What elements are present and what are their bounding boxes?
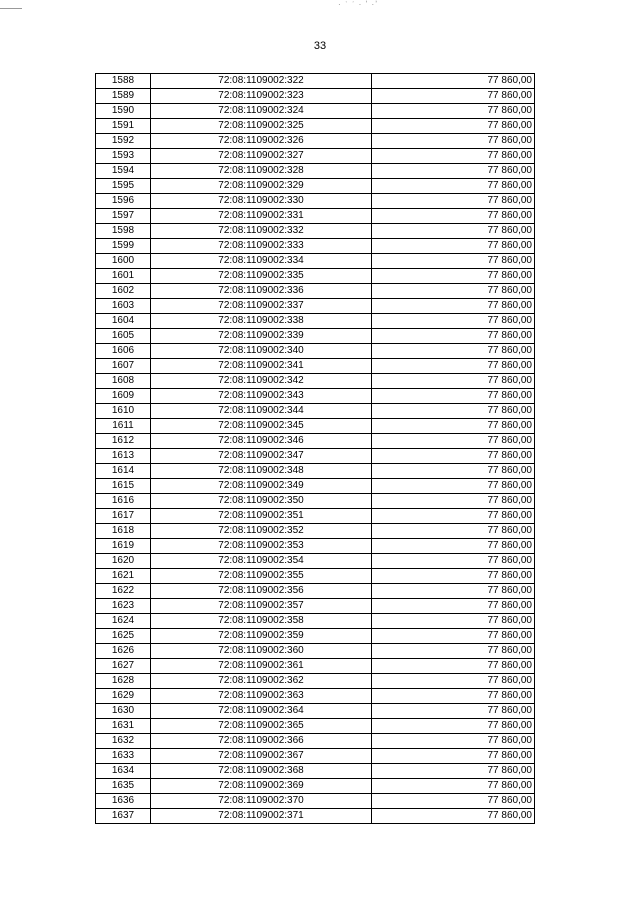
row-number-cell: 1630 bbox=[96, 704, 151, 719]
value-cell: 77 860,00 bbox=[372, 689, 535, 704]
table-row bbox=[96, 509, 535, 524]
row-number-cell: 1588 bbox=[96, 74, 151, 89]
table-row bbox=[96, 434, 535, 449]
table-row bbox=[96, 149, 535, 164]
cadastral-number-cell: 72:08:1109002:342 bbox=[151, 374, 372, 389]
value-cell: 77 860,00 bbox=[372, 329, 535, 344]
value-cell: 77 860,00 bbox=[372, 794, 535, 809]
cadastral-number-cell: 72:08:1109002:365 bbox=[151, 719, 372, 734]
value-cell: 77 860,00 bbox=[372, 149, 535, 164]
cadastral-number-cell: 72:08:1109002:352 bbox=[151, 524, 372, 539]
row-number-cell: 1619 bbox=[96, 539, 151, 554]
row-number-cell: 1611 bbox=[96, 419, 151, 434]
cadastral-number-cell: 72:08:1109002:359 bbox=[151, 629, 372, 644]
row-number-cell: 1609 bbox=[96, 389, 151, 404]
row-number-cell: 1632 bbox=[96, 734, 151, 749]
table-row bbox=[96, 374, 535, 389]
value-cell: 77 860,00 bbox=[372, 584, 535, 599]
table-row bbox=[96, 629, 535, 644]
table-row bbox=[96, 524, 535, 539]
table-row bbox=[96, 689, 535, 704]
table-row bbox=[96, 734, 535, 749]
cadastral-number-cell: 72:08:1109002:370 bbox=[151, 794, 372, 809]
value-cell: 77 860,00 bbox=[372, 374, 535, 389]
row-number-cell: 1623 bbox=[96, 599, 151, 614]
cadastral-number-cell: 72:08:1109002:332 bbox=[151, 224, 372, 239]
row-number-cell: 1607 bbox=[96, 359, 151, 374]
row-number-cell: 1628 bbox=[96, 674, 151, 689]
table-row bbox=[96, 104, 535, 119]
cadastral-number-cell: 72:08:1109002:368 bbox=[151, 764, 372, 779]
value-cell: 77 860,00 bbox=[372, 164, 535, 179]
table-row bbox=[96, 779, 535, 794]
value-cell: 77 860,00 bbox=[372, 269, 535, 284]
table-row bbox=[96, 749, 535, 764]
value-cell: 77 860,00 bbox=[372, 404, 535, 419]
scan-edge-line bbox=[0, 8, 22, 9]
table-row bbox=[96, 314, 535, 329]
cadastral-number-cell: 72:08:1109002:323 bbox=[151, 89, 372, 104]
value-cell: 77 860,00 bbox=[372, 434, 535, 449]
value-cell: 77 860,00 bbox=[372, 389, 535, 404]
cadastral-number-cell: 72:08:1109002:336 bbox=[151, 284, 372, 299]
row-number-cell: 1589 bbox=[96, 89, 151, 104]
table-row bbox=[96, 239, 535, 254]
cadastral-number-cell: 72:08:1109002:326 bbox=[151, 134, 372, 149]
row-number-cell: 1626 bbox=[96, 644, 151, 659]
value-cell: 77 860,00 bbox=[372, 704, 535, 719]
value-cell: 77 860,00 bbox=[372, 449, 535, 464]
cadastral-number-cell: 72:08:1109002:346 bbox=[151, 434, 372, 449]
value-cell: 77 860,00 bbox=[372, 419, 535, 434]
row-number-cell: 1637 bbox=[96, 809, 151, 824]
table-row bbox=[96, 89, 535, 104]
table-row bbox=[96, 164, 535, 179]
row-number-cell: 1617 bbox=[96, 509, 151, 524]
table-row bbox=[96, 584, 535, 599]
cadastral-number-cell: 72:08:1109002:333 bbox=[151, 239, 372, 254]
row-number-cell: 1600 bbox=[96, 254, 151, 269]
cadastral-number-cell: 72:08:1109002:364 bbox=[151, 704, 372, 719]
cadastral-number-cell: 72:08:1109002:330 bbox=[151, 194, 372, 209]
value-cell: 77 860,00 bbox=[372, 194, 535, 209]
table-row bbox=[96, 644, 535, 659]
value-cell: 77 860,00 bbox=[372, 629, 535, 644]
row-number-cell: 1599 bbox=[96, 239, 151, 254]
row-number-cell: 1636 bbox=[96, 794, 151, 809]
value-cell: 77 860,00 bbox=[372, 119, 535, 134]
table-row bbox=[96, 74, 535, 89]
row-number-cell: 1627 bbox=[96, 659, 151, 674]
table-row bbox=[96, 719, 535, 734]
value-cell: 77 860,00 bbox=[372, 719, 535, 734]
row-number-cell: 1621 bbox=[96, 569, 151, 584]
cadastral-number-cell: 72:08:1109002:357 bbox=[151, 599, 372, 614]
table-row bbox=[96, 599, 535, 614]
value-cell: 77 860,00 bbox=[372, 479, 535, 494]
value-cell: 77 860,00 bbox=[372, 614, 535, 629]
cadastral-number-cell: 72:08:1109002:356 bbox=[151, 584, 372, 599]
value-cell: 77 860,00 bbox=[372, 284, 535, 299]
row-number-cell: 1618 bbox=[96, 524, 151, 539]
row-number-cell: 1606 bbox=[96, 344, 151, 359]
table-row bbox=[96, 224, 535, 239]
cadastral-number-cell: 72:08:1109002:347 bbox=[151, 449, 372, 464]
cadastral-number-cell: 72:08:1109002:334 bbox=[151, 254, 372, 269]
cadastral-number-cell: 72:08:1109002:371 bbox=[151, 809, 372, 824]
row-number-cell: 1616 bbox=[96, 494, 151, 509]
row-number-cell: 1597 bbox=[96, 209, 151, 224]
value-cell: 77 860,00 bbox=[372, 749, 535, 764]
table-row bbox=[96, 404, 535, 419]
table-row bbox=[96, 449, 535, 464]
value-cell: 77 860,00 bbox=[372, 569, 535, 584]
row-number-cell: 1590 bbox=[96, 104, 151, 119]
scan-mark: · ʿ ʾ · ʼ ·ʼ bbox=[338, 0, 378, 9]
row-number-cell: 1591 bbox=[96, 119, 151, 134]
cadastral-value-table bbox=[95, 73, 535, 824]
table-row bbox=[96, 344, 535, 359]
row-number-cell: 1592 bbox=[96, 134, 151, 149]
row-number-cell: 1601 bbox=[96, 269, 151, 284]
table-row bbox=[96, 269, 535, 284]
row-number-cell: 1615 bbox=[96, 479, 151, 494]
table-row bbox=[96, 464, 535, 479]
row-number-cell: 1593 bbox=[96, 149, 151, 164]
row-number-cell: 1610 bbox=[96, 404, 151, 419]
value-cell: 77 860,00 bbox=[372, 674, 535, 689]
table-row bbox=[96, 794, 535, 809]
table-row bbox=[96, 359, 535, 374]
cadastral-number-cell: 72:08:1109002:369 bbox=[151, 779, 372, 794]
row-number-cell: 1598 bbox=[96, 224, 151, 239]
row-number-cell: 1604 bbox=[96, 314, 151, 329]
cadastral-number-cell: 72:08:1109002:366 bbox=[151, 734, 372, 749]
value-cell: 77 860,00 bbox=[372, 134, 535, 149]
table-row bbox=[96, 809, 535, 824]
row-number-cell: 1613 bbox=[96, 449, 151, 464]
value-cell: 77 860,00 bbox=[372, 314, 535, 329]
row-number-cell: 1633 bbox=[96, 749, 151, 764]
value-cell: 77 860,00 bbox=[372, 599, 535, 614]
value-cell: 77 860,00 bbox=[372, 359, 535, 374]
cadastral-number-cell: 72:08:1109002:350 bbox=[151, 494, 372, 509]
row-number-cell: 1634 bbox=[96, 764, 151, 779]
row-number-cell: 1622 bbox=[96, 584, 151, 599]
cadastral-number-cell: 72:08:1109002:349 bbox=[151, 479, 372, 494]
value-cell: 77 860,00 bbox=[372, 779, 535, 794]
cadastral-number-cell: 72:08:1109002:355 bbox=[151, 569, 372, 584]
cadastral-number-cell: 72:08:1109002:363 bbox=[151, 689, 372, 704]
value-cell: 77 860,00 bbox=[372, 764, 535, 779]
cadastral-number-cell: 72:08:1109002:344 bbox=[151, 404, 372, 419]
table-row bbox=[96, 389, 535, 404]
cadastral-number-cell: 72:08:1109002:335 bbox=[151, 269, 372, 284]
table-row bbox=[96, 194, 535, 209]
table-row bbox=[96, 419, 535, 434]
table-row bbox=[96, 299, 535, 314]
row-number-cell: 1603 bbox=[96, 299, 151, 314]
row-number-cell: 1614 bbox=[96, 464, 151, 479]
cadastral-number-cell: 72:08:1109002:354 bbox=[151, 554, 372, 569]
value-cell: 77 860,00 bbox=[372, 209, 535, 224]
table-row bbox=[96, 479, 535, 494]
table-row bbox=[96, 764, 535, 779]
row-number-cell: 1631 bbox=[96, 719, 151, 734]
row-number-cell: 1635 bbox=[96, 779, 151, 794]
value-cell: 77 860,00 bbox=[372, 809, 535, 824]
cadastral-number-cell: 72:08:1109002:337 bbox=[151, 299, 372, 314]
cadastral-number-cell: 72:08:1109002:324 bbox=[151, 104, 372, 119]
cadastral-number-cell: 72:08:1109002:331 bbox=[151, 209, 372, 224]
table-row bbox=[96, 659, 535, 674]
cadastral-number-cell: 72:08:1109002:343 bbox=[151, 389, 372, 404]
row-number-cell: 1620 bbox=[96, 554, 151, 569]
cadastral-number-cell: 72:08:1109002:367 bbox=[151, 749, 372, 764]
cadastral-number-cell: 72:08:1109002:345 bbox=[151, 419, 372, 434]
value-cell: 77 860,00 bbox=[372, 494, 535, 509]
value-cell: 77 860,00 bbox=[372, 464, 535, 479]
cadastral-number-cell: 72:08:1109002:338 bbox=[151, 314, 372, 329]
cadastral-number-cell: 72:08:1109002:358 bbox=[151, 614, 372, 629]
table-row bbox=[96, 554, 535, 569]
value-cell: 77 860,00 bbox=[372, 179, 535, 194]
value-cell: 77 860,00 bbox=[372, 239, 535, 254]
value-cell: 77 860,00 bbox=[372, 224, 535, 239]
table-row bbox=[96, 539, 535, 554]
value-cell: 77 860,00 bbox=[372, 74, 535, 89]
table-row bbox=[96, 254, 535, 269]
cadastral-number-cell: 72:08:1109002:351 bbox=[151, 509, 372, 524]
cadastral-number-cell: 72:08:1109002:325 bbox=[151, 119, 372, 134]
table-row bbox=[96, 209, 535, 224]
cadastral-number-cell: 72:08:1109002:339 bbox=[151, 329, 372, 344]
cadastral-number-cell: 72:08:1109002:322 bbox=[151, 74, 372, 89]
cadastral-number-cell: 72:08:1109002:360 bbox=[151, 644, 372, 659]
row-number-cell: 1608 bbox=[96, 374, 151, 389]
row-number-cell: 1594 bbox=[96, 164, 151, 179]
value-cell: 77 860,00 bbox=[372, 509, 535, 524]
value-cell: 77 860,00 bbox=[372, 659, 535, 674]
value-cell: 77 860,00 bbox=[372, 104, 535, 119]
cadastral-number-cell: 72:08:1109002:329 bbox=[151, 179, 372, 194]
page-number: 33 bbox=[313, 40, 327, 52]
table-row bbox=[96, 134, 535, 149]
value-cell: 77 860,00 bbox=[372, 299, 535, 314]
row-number-cell: 1624 bbox=[96, 614, 151, 629]
table-row bbox=[96, 284, 535, 299]
row-number-cell: 1629 bbox=[96, 689, 151, 704]
table-row bbox=[96, 119, 535, 134]
cadastral-number-cell: 72:08:1109002:361 bbox=[151, 659, 372, 674]
row-number-cell: 1602 bbox=[96, 284, 151, 299]
value-cell: 77 860,00 bbox=[372, 644, 535, 659]
cadastral-number-cell: 72:08:1109002:362 bbox=[151, 674, 372, 689]
cadastral-number-cell: 72:08:1109002:353 bbox=[151, 539, 372, 554]
cadastral-number-cell: 72:08:1109002:341 bbox=[151, 359, 372, 374]
value-cell: 77 860,00 bbox=[372, 524, 535, 539]
cadastral-number-cell: 72:08:1109002:340 bbox=[151, 344, 372, 359]
table-row bbox=[96, 704, 535, 719]
value-cell: 77 860,00 bbox=[372, 344, 535, 359]
row-number-cell: 1605 bbox=[96, 329, 151, 344]
row-number-cell: 1596 bbox=[96, 194, 151, 209]
table-row bbox=[96, 569, 535, 584]
cadastral-number-cell: 72:08:1109002:348 bbox=[151, 464, 372, 479]
value-cell: 77 860,00 bbox=[372, 554, 535, 569]
value-cell: 77 860,00 bbox=[372, 539, 535, 554]
row-number-cell: 1612 bbox=[96, 434, 151, 449]
table-row bbox=[96, 329, 535, 344]
table-row bbox=[96, 614, 535, 629]
table-body bbox=[96, 74, 535, 824]
row-number-cell: 1595 bbox=[96, 179, 151, 194]
cadastral-number-cell: 72:08:1109002:327 bbox=[151, 149, 372, 164]
value-cell: 77 860,00 bbox=[372, 89, 535, 104]
value-cell: 77 860,00 bbox=[372, 734, 535, 749]
value-cell: 77 860,00 bbox=[372, 254, 535, 269]
cadastral-number-cell: 72:08:1109002:328 bbox=[151, 164, 372, 179]
table-row bbox=[96, 674, 535, 689]
row-number-cell: 1625 bbox=[96, 629, 151, 644]
table-row bbox=[96, 494, 535, 509]
table-row bbox=[96, 179, 535, 194]
